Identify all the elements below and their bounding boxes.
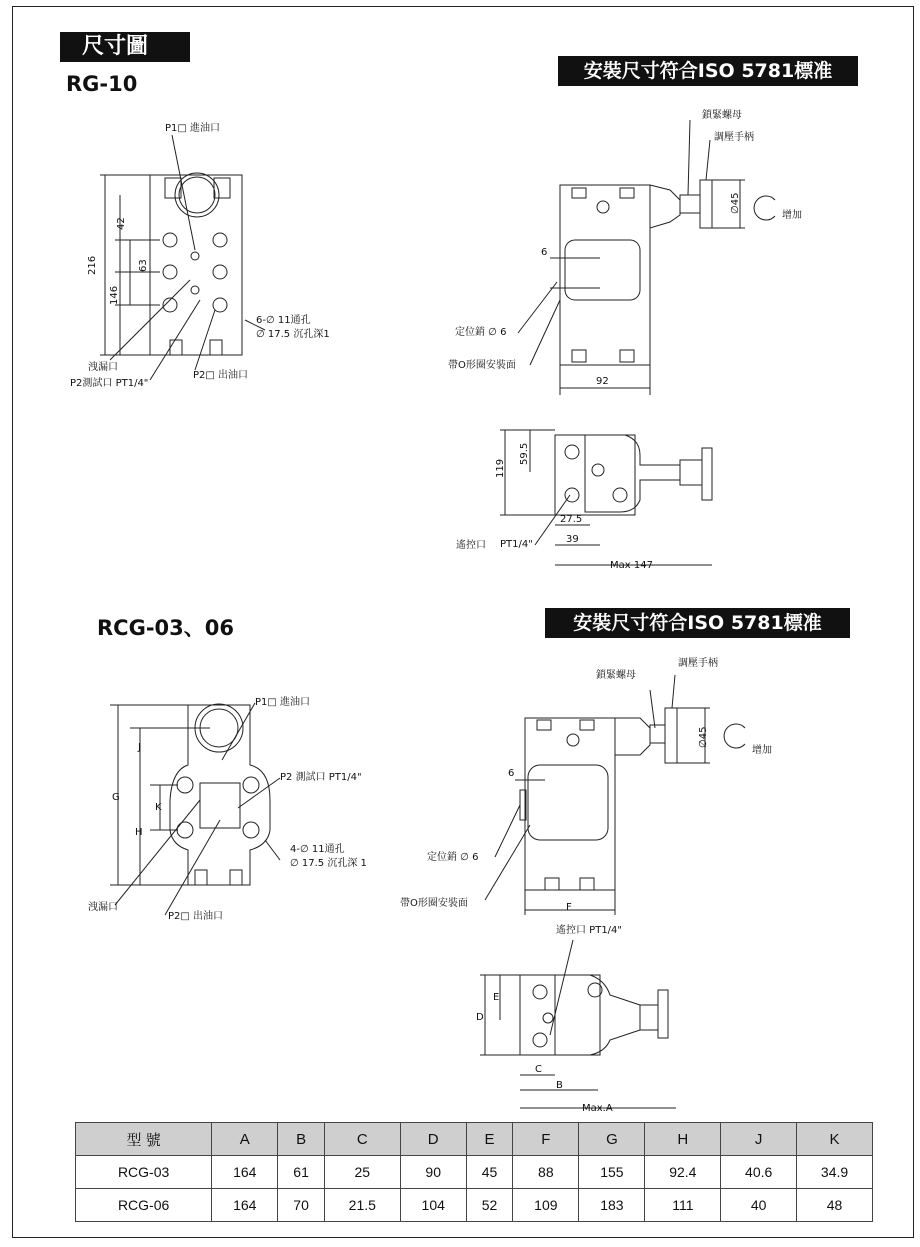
rg10-dim-39: 39 [566, 534, 579, 545]
rcg-dim-k: K [155, 802, 162, 813]
table-cell: 155 [579, 1156, 645, 1189]
rg10-dim-146: 146 [109, 285, 120, 305]
rg10-oring-label: 帶O形圈安裝面 [448, 360, 516, 371]
table-cell: RCG-03 [76, 1156, 212, 1189]
iso-banner-rcg: 安裝尺寸符合ISO 5781標准 [545, 608, 850, 638]
model-title-rg10: RG-10 [66, 72, 138, 96]
rg10-handle-label: 調壓手柄 [714, 132, 754, 143]
rcg-increase-label: 增加 [752, 745, 772, 756]
rcg-lock-nut-label: 鎖緊螺母 [596, 670, 636, 681]
rcg-dim-b: B [556, 1080, 563, 1091]
table-cell: 90 [400, 1156, 466, 1189]
table-row [76, 1156, 873, 1189]
table-header-cell: B [278, 1123, 325, 1156]
section-title: 尺寸圖 [60, 32, 190, 62]
rcg-dim-6: 6 [508, 768, 515, 779]
rg10-side-view [518, 120, 775, 395]
dimension-table [75, 1122, 873, 1222]
rcg-max-label: Max.A [582, 1103, 613, 1114]
table-header-cell: D [400, 1123, 466, 1156]
table-cell: 183 [579, 1189, 645, 1222]
rg10-increase-label: 增加 [782, 210, 802, 221]
table-cell: RCG-06 [76, 1189, 212, 1222]
rg10-dim-42: 42 [116, 217, 127, 230]
rg10-lock-nut-label: 鎖緊螺母 [702, 110, 742, 121]
table-cell: 61 [278, 1156, 325, 1189]
table-cell: 164 [212, 1156, 278, 1189]
table-cell: 52 [466, 1189, 513, 1222]
table-cell: 34.9 [797, 1156, 873, 1189]
rcg-dim-j: J [138, 742, 141, 753]
rcg-dim-e: E [493, 992, 500, 1003]
rg10-remote-label: 遙控口 [456, 540, 486, 551]
rg10-dim-92: 92 [596, 376, 609, 387]
rg10-dim-6: 6 [541, 247, 548, 258]
model-title-rcg: RCG-03、06 [97, 616, 234, 640]
rcg-dim-h: H [135, 827, 143, 838]
rcg-top-view [480, 940, 676, 1108]
rcg-counterbore-label: ∅ 17.5 沉孔深 1 [290, 858, 367, 869]
rg10-remote-pt: PT1/4" [500, 539, 533, 550]
table-header-cell: E [466, 1123, 513, 1156]
table-cell: 40.6 [721, 1156, 797, 1189]
table-cell: 21.5 [324, 1189, 400, 1222]
table-header-row [76, 1123, 873, 1156]
rcg-pin-label: 定位銷 ∅ 6 [427, 852, 479, 863]
rcg-dim-c: C [535, 1064, 542, 1075]
rcg-oring-label: 帶O形圈安裝面 [400, 898, 468, 909]
rcg-front-view [110, 703, 280, 915]
table-header-cell: 型 號 [76, 1123, 212, 1156]
rg10-test-port-label: P2測試口 PT1/4" [70, 378, 149, 389]
rcg-dim-g: G [112, 792, 120, 803]
rg10-dim-119: 119 [495, 458, 506, 478]
rg10-pin-label: 定位銷 ∅ 6 [455, 327, 507, 338]
rcg-dim-f: F [566, 902, 572, 913]
rg10-front-view [100, 135, 265, 380]
rcg-p1-label: P1□ 進油口 [255, 697, 311, 708]
rg10-p1-label: P1□ 進油口 [165, 123, 221, 134]
rcg-dim-d: D [476, 1012, 484, 1023]
rcg-holes-label: 4-∅ 11通孔 [290, 844, 345, 855]
table-cell: 70 [278, 1189, 325, 1222]
table-header-cell: A [212, 1123, 278, 1156]
table-header-cell: F [513, 1123, 579, 1156]
table-header-cell: J [721, 1123, 797, 1156]
table-cell: 164 [212, 1189, 278, 1222]
table-header-cell: K [797, 1123, 873, 1156]
rg10-max-label: Max 147 [610, 560, 653, 571]
rg10-drain-label: 洩漏口 [88, 362, 118, 373]
table-cell: 48 [797, 1189, 873, 1222]
rcg-handle-label: 調壓手柄 [678, 658, 718, 669]
rcg-remote-label: 遙控口 PT1/4" [556, 925, 623, 936]
rg10-p2-label: P2□ 出油口 [193, 370, 249, 381]
rcg-test-port-label: P2 測試口 PT1/4" [280, 772, 362, 783]
table-cell: 104 [400, 1189, 466, 1222]
iso-banner-rg10: 安裝尺寸符合ISO 5781標准 [558, 56, 858, 86]
table-cell: 109 [513, 1189, 579, 1222]
rg10-dim-216: 216 [87, 255, 98, 275]
table-cell: 88 [513, 1156, 579, 1189]
table-header-cell: H [645, 1123, 721, 1156]
rcg-dia45: ∅45 [698, 726, 709, 748]
table-cell: 40 [721, 1189, 797, 1222]
table-cell: 25 [324, 1156, 400, 1189]
table-cell: 111 [645, 1189, 721, 1222]
rg10-dim-59-5: 59.5 [519, 442, 530, 465]
rg10-dia45: ∅45 [730, 192, 741, 214]
rg10-dim-27-5: 27.5 [560, 514, 583, 525]
rcg-side-view [485, 675, 745, 915]
rcg-drain-label: 洩漏口 [88, 902, 118, 913]
table-row [76, 1189, 873, 1222]
rg10-holes-label: 6-∅ 11通孔 [256, 315, 311, 326]
table-cell: 45 [466, 1156, 513, 1189]
rg10-counterbore-label: ∅ 17.5 沉孔深1 [256, 329, 330, 340]
table-header-cell: G [579, 1123, 645, 1156]
table-cell: 92.4 [645, 1156, 721, 1189]
table-header-cell: C [324, 1123, 400, 1156]
rg10-dim-63: 63 [138, 259, 149, 272]
rcg-p2-label: P2□ 出油口 [168, 911, 224, 922]
